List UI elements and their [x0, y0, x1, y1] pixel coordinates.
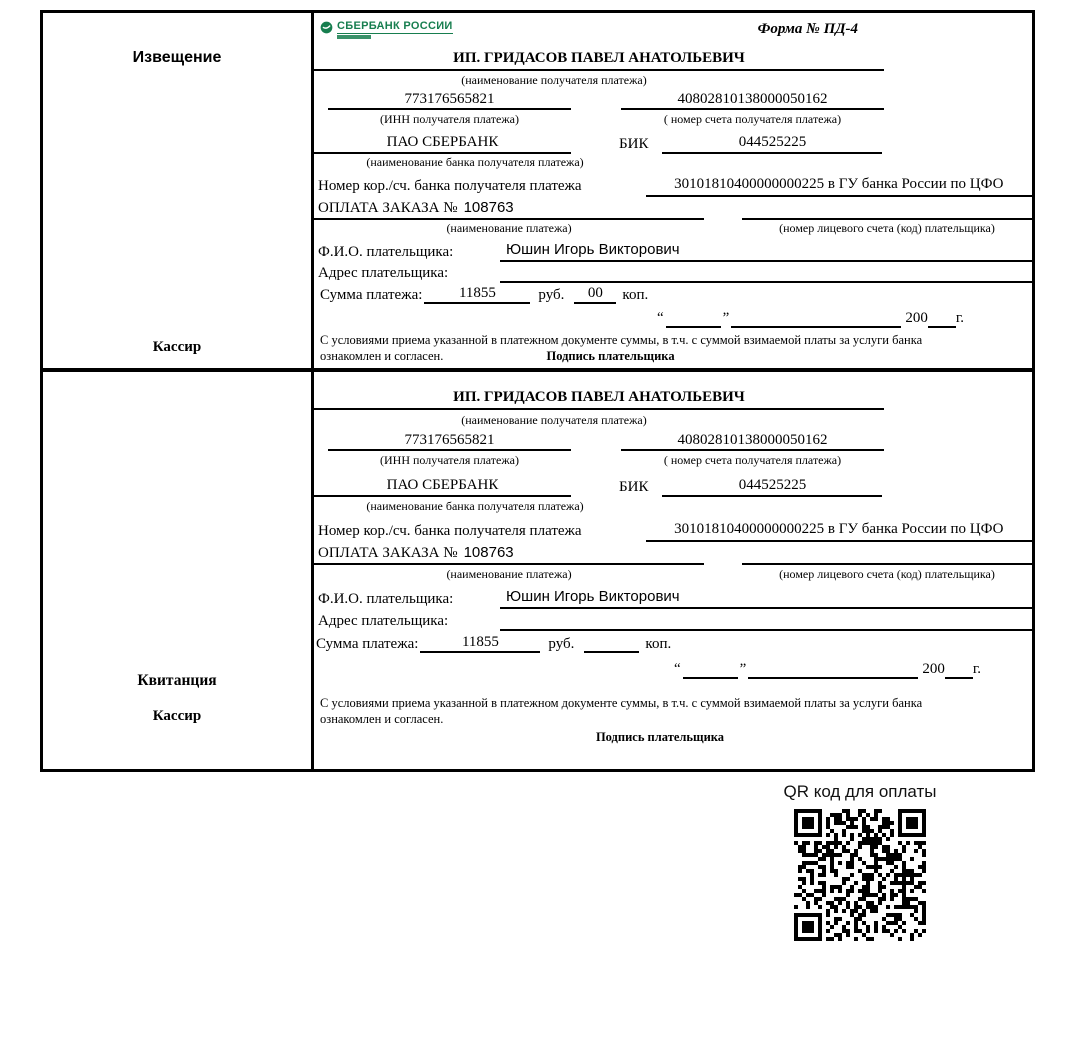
- payer-signature-label: Подпись плательщика: [546, 349, 675, 363]
- payment-name-caption: (наименование платежа): [446, 567, 572, 581]
- payer-address-row: [314, 611, 1032, 631]
- amount-kop-value: [584, 651, 639, 653]
- cashier-label: Кассир: [152, 339, 202, 355]
- agreement-text: [314, 332, 1032, 364]
- qr-code: [794, 809, 926, 941]
- amount-rub-value: 11855: [424, 284, 530, 304]
- order-number: 108763: [463, 544, 514, 561]
- inn-account-captions: [314, 112, 1032, 129]
- bik-label: БИК: [619, 136, 649, 152]
- corr-account-label: Номер кор./сч. банка получателя платежа: [318, 178, 582, 194]
- payment-name-row: [314, 544, 1032, 565]
- payer-name-row: [314, 240, 1032, 262]
- inn-value: 773176565821: [328, 90, 571, 110]
- order-number: 108763: [463, 199, 514, 216]
- inn-account-row: [314, 90, 1032, 110]
- date-quote-open: “: [674, 661, 681, 677]
- date-year-blank: [945, 659, 973, 679]
- payer-address-value: [500, 629, 1032, 631]
- payer-name-value: Юшин Игорь Викторович: [500, 240, 1032, 262]
- sberbank-logo-icon: [320, 21, 333, 39]
- payer-address-value: [500, 281, 1032, 283]
- payment-captions-row: [314, 567, 1032, 584]
- slip-type-label: Извещение: [132, 49, 222, 66]
- payer-address-row: [314, 263, 1032, 283]
- notice-content: [314, 13, 1032, 368]
- inn-account-row: [314, 431, 1032, 451]
- sberbank-logo-tagline-strip: [337, 35, 371, 39]
- amount-label: Сумма платежа:: [316, 636, 419, 652]
- qr-label: QR код для оплаты: [783, 782, 937, 801]
- account-caption: ( номер счета получателя платежа): [663, 112, 842, 126]
- amount-rub-value: 11855: [420, 633, 540, 653]
- bank-row: [314, 475, 1032, 497]
- bank-name: ПАО СБЕРБАНК: [314, 475, 571, 497]
- corr-account-label: Номер кор./сч. банка получателя платежа: [318, 523, 582, 539]
- notice-left-column: [43, 13, 314, 368]
- payer-name-label: Ф.И.О. плательщика:: [318, 244, 454, 260]
- pd4-form-table: [40, 10, 1035, 772]
- personal-account-cell: [742, 544, 1032, 565]
- payer-address-label: Адрес плательщика:: [318, 613, 449, 629]
- date-day-blank: [683, 659, 738, 679]
- sberbank-logo: [320, 20, 453, 39]
- recipient-caption: (наименование получателя платежа): [461, 73, 647, 87]
- cashier-label: Кассир: [152, 708, 202, 724]
- bank-caption: (наименование банка получателя платежа): [366, 155, 584, 169]
- payment-name-label: ОПЛАТА ЗАКАЗА №: [318, 545, 458, 561]
- payer-name-row: [314, 587, 1032, 609]
- corr-account-value: 30101810400000000225 в ГУ банка России по ЦФО: [646, 518, 1032, 542]
- inn-caption: (ИНН получателя платежа): [380, 453, 519, 467]
- date-quote-open: “: [657, 310, 664, 326]
- personal-account-caption: (номер лицевого счета (код) плательщика): [779, 221, 995, 235]
- recipient-name: ИП. ГРИДАСОВ ПАВЕЛ АНАТОЛЬЕВИЧ: [314, 386, 884, 410]
- receipt-left-column: [43, 372, 314, 769]
- agreement-text: [314, 695, 1032, 745]
- date-year-suffix: г.: [955, 310, 965, 326]
- personal-account-caption: (номер лицевого счета (код) плательщика): [779, 567, 995, 581]
- receipt-content: [314, 372, 1032, 769]
- date-quote-close: ”: [739, 661, 747, 677]
- account-value: 40802810138000050162: [621, 431, 884, 451]
- bik-label: БИК: [619, 479, 649, 495]
- date-row: [314, 655, 1032, 679]
- payment-captions-row: [314, 221, 1032, 238]
- date-month-blank: [748, 659, 918, 679]
- personal-account-cell: [742, 199, 1032, 220]
- amount-row: [314, 633, 1032, 653]
- recipient-caption: (наименование получателя платежа): [461, 413, 647, 427]
- payment-name-cell: [314, 543, 704, 565]
- payment-name-caption: (наименование платежа): [446, 221, 572, 235]
- agreement-line2: ознакомлен и согласен.: [320, 349, 444, 363]
- kop-label: коп.: [645, 636, 672, 652]
- corr-account-row: [314, 518, 1032, 542]
- logo-row: [314, 20, 1032, 44]
- amount-label: Сумма платежа:: [320, 287, 423, 303]
- corr-account-row: [314, 173, 1032, 197]
- payer-name-value: Юшин Игорь Викторович: [500, 587, 1032, 609]
- account-value: 40802810138000050162: [621, 90, 884, 110]
- qr-section: [770, 782, 950, 941]
- payment-name-cell: [314, 198, 704, 220]
- bank-name: ПАО СБЕРБАНК: [314, 132, 571, 154]
- date-year-prefix: 200: [905, 310, 928, 326]
- date-row: [314, 304, 1032, 328]
- sberbank-logo-text: [337, 20, 453, 39]
- bik-value: 044525225: [662, 475, 882, 497]
- bank-caption: (наименование банка получателя платежа): [366, 499, 584, 513]
- payer-name-label: Ф.И.О. плательщика:: [318, 591, 454, 607]
- bik-value: 044525225: [662, 132, 882, 154]
- date-year-blank: [928, 308, 956, 328]
- payment-name-label: ОПЛАТА ЗАКАЗА №: [318, 200, 458, 216]
- slip-type-label: Квитанция: [137, 672, 217, 689]
- date-month-blank: [731, 308, 901, 328]
- amount-kop-value: 00: [574, 284, 616, 304]
- inn-value: 773176565821: [328, 431, 571, 451]
- date-year-prefix: 200: [922, 661, 945, 677]
- date-year-suffix: г.: [972, 661, 982, 677]
- agreement-line1: С условиями приема указанной в платежном документе суммы, в т.ч. с суммой взимаемой платы за услуги банка: [320, 696, 923, 710]
- payment-name-row: [314, 199, 1032, 220]
- date-quote-close: ”: [722, 310, 730, 326]
- sberbank-logo-name: СБЕРБАНК РОССИИ: [337, 20, 453, 32]
- payer-address-label: Адрес плательщика:: [318, 265, 449, 281]
- receipt-slip: [43, 372, 1032, 769]
- corr-account-value: 30101810400000000225 в ГУ банка России по ЦФО: [646, 173, 1032, 197]
- rub-label: руб.: [538, 287, 565, 303]
- agreement-line2: ознакомлен и согласен.: [320, 712, 444, 726]
- account-caption: ( номер счета получателя платежа): [663, 453, 842, 467]
- notice-slip: [43, 13, 1032, 372]
- agreement-line1: С условиями приема указанной в платежном документе суммы, в т.ч. с суммой взимаемой платы за услуги банка: [320, 333, 923, 347]
- agreement-line2-row: [320, 348, 1032, 364]
- bank-row: [314, 132, 1032, 154]
- form-number: Форма № ПД-4: [757, 21, 858, 37]
- rub-label: руб.: [548, 636, 575, 652]
- inn-account-captions: [314, 453, 1032, 470]
- inn-caption: (ИНН получателя платежа): [380, 112, 519, 126]
- recipient-name: ИП. ГРИДАСОВ ПАВЕЛ АНАТОЛЬЕВИЧ: [314, 47, 884, 71]
- payer-signature-label: Подпись плательщика: [595, 730, 725, 744]
- amount-row: [314, 284, 1032, 304]
- kop-label: коп.: [622, 287, 649, 303]
- date-day-blank: [666, 308, 721, 328]
